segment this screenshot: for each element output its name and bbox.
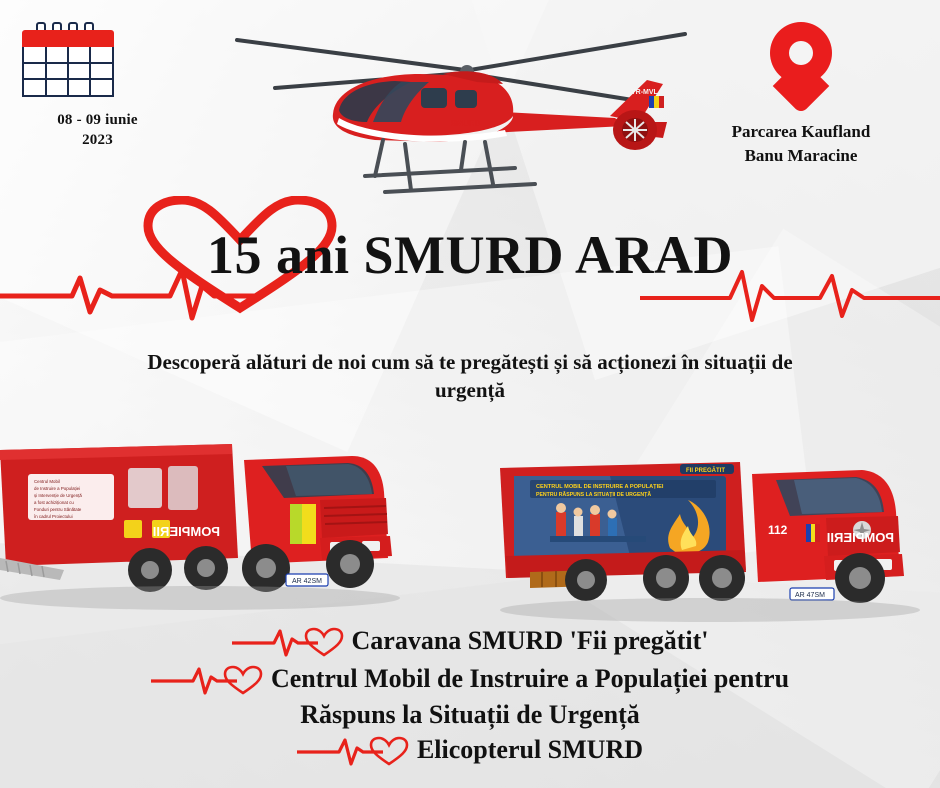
event-date-line2: 2023 xyxy=(82,132,113,149)
svg-text:SMURD: SMURD xyxy=(451,119,481,128)
helicopter-photo xyxy=(215,18,715,208)
list-item-label: Caravana SMURD 'Fii pregătit' xyxy=(351,626,709,656)
list-item-label: Centrul Mobil de Instruire a Populației pentru xyxy=(270,664,790,694)
svg-text:a fost achiziționat cu: a fost achiziționat cu xyxy=(34,500,74,505)
title-block xyxy=(0,196,940,326)
svg-text:PENTRU RĂSPUNS LA SITUAȚII DE: PENTRU RĂSPUNS LA SITUAȚII DE URGENȚĂ xyxy=(536,492,652,498)
list-item-label: Elicopterul SMURD xyxy=(416,735,644,765)
list-item xyxy=(0,661,940,697)
svg-text:YR-MVL: YR-MVL xyxy=(631,89,658,96)
event-date-block xyxy=(10,20,185,151)
svg-text:ROMANIA: ROMANIA xyxy=(545,110,574,116)
page-title: 15 ani SMURD ARAD xyxy=(206,225,734,285)
list-item xyxy=(0,623,940,659)
location-line1: Parcarea Kaufland xyxy=(731,122,871,141)
heart-ecg-icon xyxy=(232,623,352,659)
svg-text:Centrul Mobil: Centrul Mobil xyxy=(34,479,60,484)
map-pin-icon xyxy=(770,22,832,108)
event-date-line1: 08 - 09 iunie xyxy=(57,112,138,128)
calendar-icon xyxy=(22,20,114,100)
svg-text:AR 42SM: AR 42SM xyxy=(292,578,322,585)
svg-text:POMPIERII: POMPIERII xyxy=(152,524,220,539)
mobile-training-center-truck-photo xyxy=(490,430,930,640)
activities-list xyxy=(0,623,940,770)
list-item-label-continued: Răspuns la Situații de Urgență xyxy=(300,699,640,729)
location-line2: Banu Maracine xyxy=(744,145,858,165)
svg-text:în cadrul Proiectului: în cadrul Proiectului xyxy=(34,514,73,519)
svg-text:112: 112 xyxy=(768,523,788,537)
heart-ecg-icon xyxy=(297,732,417,768)
svg-text:CENTRUL MOBIL DE INSTRUIRE A P: CENTRUL MOBIL DE INSTRUIRE A POPULAȚIEI xyxy=(536,484,664,490)
poster-subtitle: Descoperă alături de noi cum să te pregătești și să acționezi în situații de urgență xyxy=(147,350,793,403)
svg-text:și Intervenție de Urgență: și Intervenție de Urgență xyxy=(34,493,82,498)
svg-text:FII PREGĂTIT: FII PREGĂTIT xyxy=(686,468,725,474)
svg-text:AR 47SM: AR 47SM xyxy=(795,592,825,599)
list-item xyxy=(0,732,940,768)
svg-text:Fonduri pentru Sănătate: Fonduri pentru Sănătate xyxy=(34,507,82,512)
heart-ecg-icon xyxy=(151,661,271,697)
svg-text:de Instruire a Populației: de Instruire a Populației xyxy=(34,486,81,491)
svg-text:POMPIERII: POMPIERII xyxy=(826,530,894,545)
smurd-caravan-truck-photo xyxy=(0,408,430,638)
